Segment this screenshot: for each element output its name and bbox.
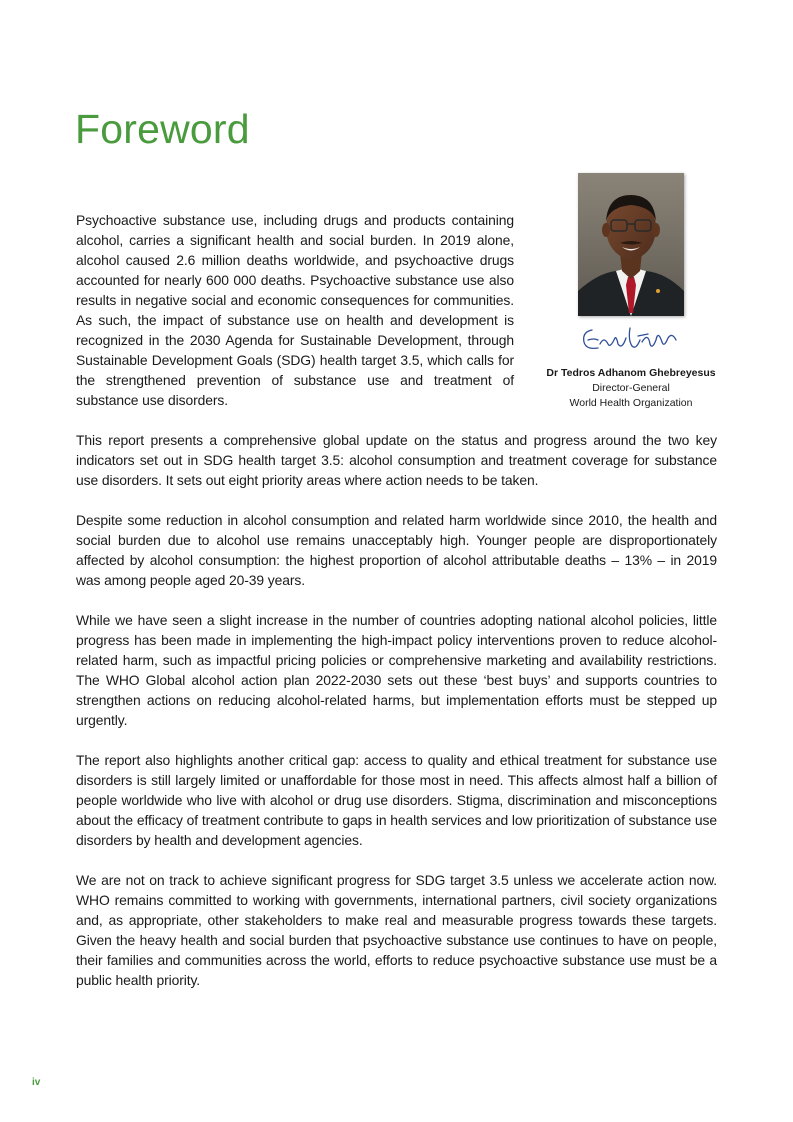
page-number: iv [32,1077,41,1088]
paragraph-6: We are not on track to achieve significant progress for SDG target 3.5 unless we accelerate action now. WHO remains committed to working with governments, international partners, civil society organizations and, as appropriate, other stakeholders to make real and measurable progress towards these targets. Given the heavy health and social burden that psychoactive substance use continues to have on people, their families and communities across the world, efforts to reduce psychoactive substance use must be a public health priority. [76,872,717,988]
author-caption [531,366,731,411]
author-portrait [578,173,684,316]
paragraph-1: Psychoactive substance use, including drugs and products containing alcohol, carries a significant health and social burden. In 2019 alone, alcohol caused 2.6 million deaths worldwide, and psychoactive drugs accounted for nearly 600 000 deaths. Psychoactive substance use also results in negative social and economic consequences for communities. As such, the impact of substance use on health and development is recognized in the 2030 Agenda for Sustainable Development, through Sustainable Development Goals (SDG) health target 3.5, which calls for the strengthened prevention of substance use and treatment of substance use disorders. [76,212,514,408]
page-title: Foreword [75,106,250,152]
paragraph-3: Despite some reduction in alcohol consumption and related harm worldwide since 2010, the health and social burden due to alcohol use remains unacceptably high. Younger people are disproportionately affected by alcohol consumption: the highest proportion of alcohol attributable deaths – 13% – in 2019 was among people aged 20-39 years. [76,512,717,588]
paragraph-5: The report also highlights another critical gap: access to quality and ethical treatment for substance use disorders is still largely limited or unaffordable for those most in need. This affects almost half a billion of people worldwide who live with alcohol or drug use disorders. Stigma, discrimination and misconceptions about the efficacy of treatment contribute to gaps in health services and low prioritization of substance use disorders by health and development agencies. [76,752,717,848]
author-name: Dr Tedros Adhanom Ghebreyesus [546,367,716,379]
author-role: Director-General [592,382,670,394]
paragraph-4: While we have seen a slight increase in the number of countries adopting national alcohol policies, little progress has been made in implementing the high-impact policy interventions proven to reduce alcohol-related harm, such as impactful pricing policies or comprehensive marketing and availability restrictions. The WHO Global alcohol action plan 2022-2030 sets out these ‘best buys’ and supports countries to strengthen actions on reducing alcohol-related harms, but implementation efforts must be stepped up urgently. [76,612,717,728]
author-organization: World Health Organization [569,397,693,409]
author-signature [578,322,686,356]
paragraph-2: This report presents a comprehensive global update on the status and progress around the two key indicators set out in SDG health target 3.5: alcohol consumption and treatment coverage for substance use disorders. It sets out eight priority areas where action needs to be taken. [76,432,717,488]
